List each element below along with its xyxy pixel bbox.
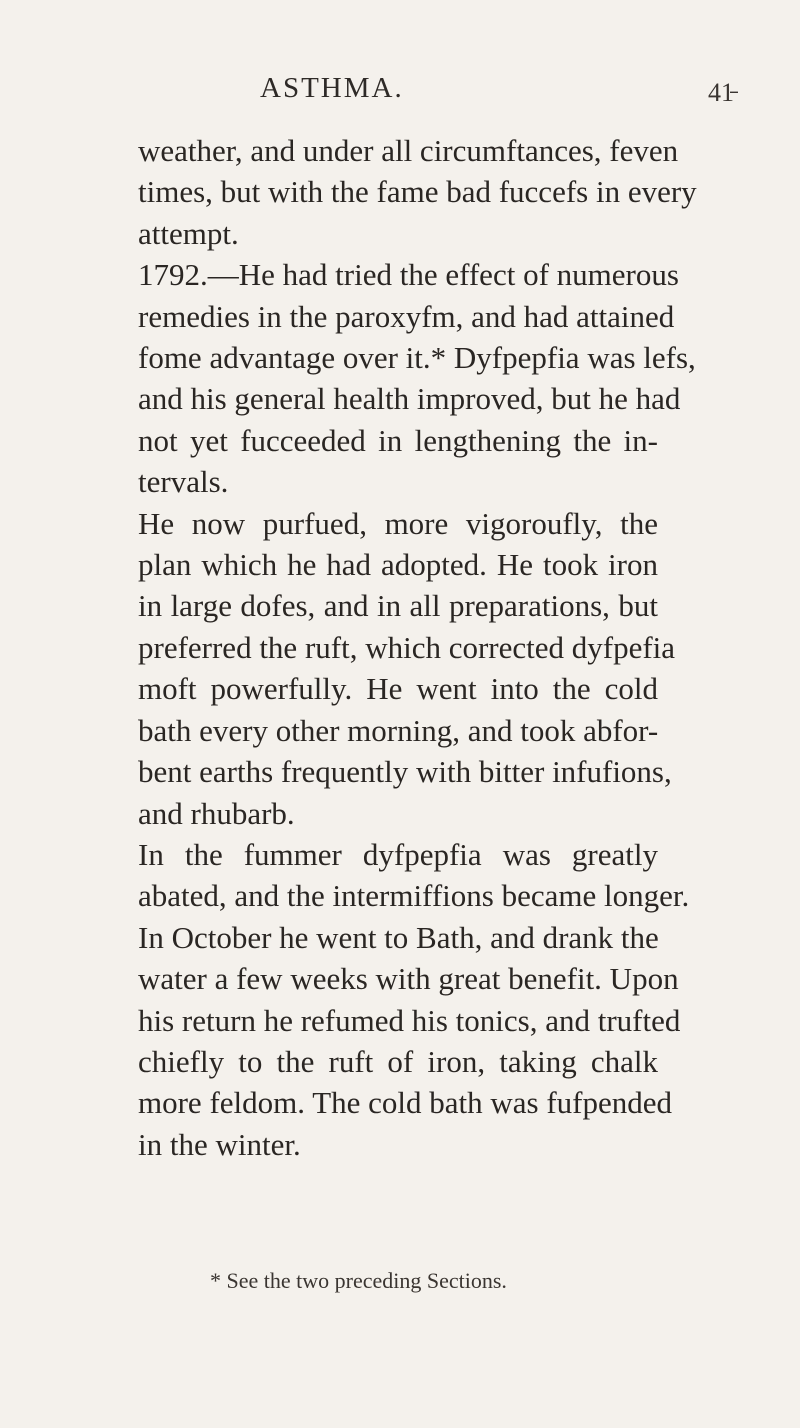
text-line: attempt. [138,215,239,251]
text-line: moft powerfully. He went into the cold [138,671,658,707]
text-line: bath every other morning, and took abfor- [138,712,659,748]
text-line: bent earths frequently with bitter infufions, [138,754,672,790]
footnote: * See the two preceding Sections. [210,1268,507,1293]
text-line: tervals. [138,464,229,500]
text-line: and his general health improved, but he had [138,381,681,417]
text-line: remedies in the paroxyfm, and had attained [138,298,675,334]
text-line: In the fummer dyfpepfia was greatly [138,836,658,872]
text-line: preferred the ruft, which corrected dyfpefia [138,629,676,665]
text-line: 1792.—He had tried the effect of numerous [138,257,679,293]
running-head: ASTHMA. [260,72,404,104]
text-line: his return he refumed his tonics, and trufted [138,1002,681,1038]
text-line: abated, and the intermiffions became longer. [138,878,690,914]
text-line: and rhubarb. [138,795,295,831]
body-text [138,130,697,1165]
text-line: In October he went to Bath, and drank the [138,919,659,955]
text-line: chiefly to the ruft of iron, taking chalk [138,1043,658,1079]
text-line: in large dofes, and in all preparations, but [138,588,658,624]
text-line: fome advantage over it.* Dyfpepfia was lefs, [138,340,696,376]
text-line: weather, and under all circumftances, feven [138,133,679,168]
page-number: 41̵ [708,78,734,107]
text-line: not yet fucceeded in lengthening the in- [138,422,658,458]
text-line: more feldom. The cold bath was fufpended [138,1085,673,1121]
text-line: plan which he had adopted. He took iron [138,547,658,583]
text-line: in the winter. [138,1126,301,1162]
text-line: He now purfued, more vigoroufly, the [138,505,658,541]
text-line: times, but with the fame bad fuccefs in every [138,174,697,210]
page-header [0,72,800,112]
text-line: water a few weeks with great benefit. Upon [138,961,679,997]
